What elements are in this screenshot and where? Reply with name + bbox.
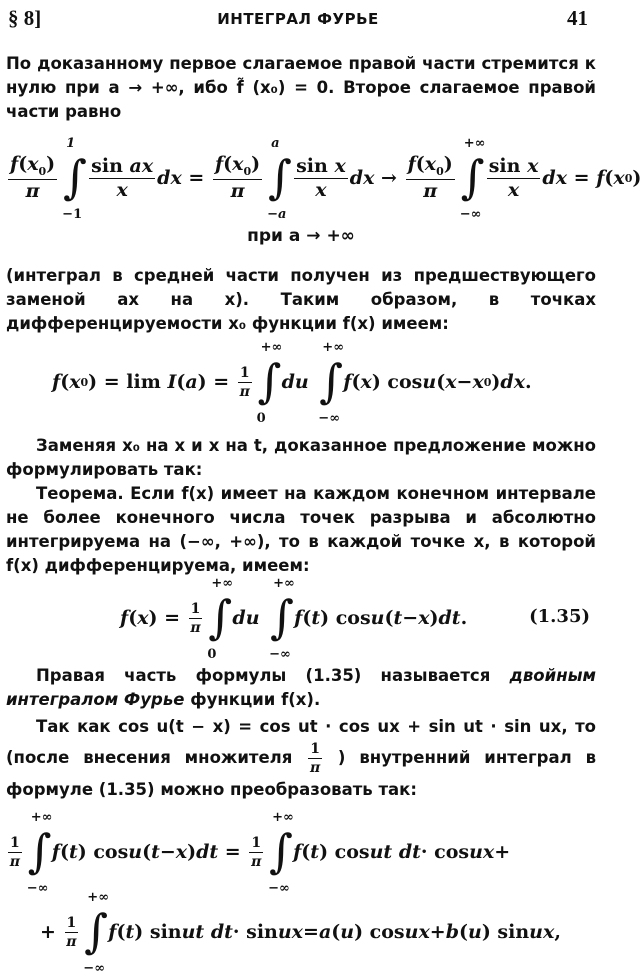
double-fourier-integral-term: двойным интегралом Фурье xyxy=(6,666,597,709)
theorem-paragraph xyxy=(6,482,596,578)
equation-number: (1.35) xyxy=(529,606,590,627)
paragraph-3: Заменяя x₀ на x и x на t, доказанное предложение можно формулировать так: xyxy=(6,436,596,479)
paragraph-6-text: Так как cos u(t − x) = cos ut · cos ux + sin ut · sin ux, то (после внесения множителя xyxy=(6,717,596,767)
equation-3: $\frac{1}{\pi}$ +∞ ∫ −∞ f ( t ) cos u ( t − x ) dt = $\frac{1}{\pi}$ +∞ ∫ −∞ f ( t ) cos ut dt · cos ux + xyxy=(9,810,511,896)
page-number: 41 xyxy=(567,6,588,30)
paragraph-6 xyxy=(6,712,596,805)
paragraph-1: По доказанному первое слагаемое правой части стремится к нулю при a → +∞, ибо f̃ (x₀) = 0. Второе слагаемое правой части равно xyxy=(6,54,596,121)
paragraph-5-tail: функции f(x). xyxy=(190,690,321,709)
paragraph-5-text: Правая часть формулы (1.35) называется xyxy=(36,666,491,685)
equation-4: + $\frac{1}{\pi}$ +∞ ∫ −∞ f ( t ) sin ut dt · sin ux = a ( u ) cos ux + b ( u ) sin ux , xyxy=(40,890,561,976)
equation-1-condition: при a → +∞ xyxy=(247,226,355,246)
equation-2: f ( x 0 ) = lim I ( a ) = $\frac{1}{\pi}$ +∞ ∫ 0 du +∞ ∫ −∞ f ( x ) cos u ( x − x 0 ) dx . xyxy=(52,340,532,426)
theorem-text: Если f(x) имеет на каждом конечном интервале не более конечного числа точек разрыва и абсолютно интегрируема на (−∞, +∞), то в каждой точке x, в которой f(x) дифференцируема, имеем: xyxy=(6,484,596,575)
running-title: ИНТЕГРАЛ ФУРЬЕ xyxy=(217,10,379,28)
section-mark: § 8] xyxy=(8,6,42,30)
paragraph-5 xyxy=(6,664,596,712)
equation-1: $\frac{f(x_0)}{\pi}$ 1 ∫ −1 $\frac{\text{sin ax}}{x}$ dx = $\frac{f(x_0)}{\pi}$ a ∫ −a $\frac{\text{sin x}}{x}$ dx → $\frac{f(x_0)}{\pi}$ +∞ ∫ −∞ $\frac{\text{sin x}}{x}$ dx = f ( x 0 ) xyxy=(10,136,641,222)
page-header xyxy=(8,6,588,34)
paragraph-6-tail: ) внутренний интеграл в формуле (1.35) можно преобразовать так: xyxy=(6,748,597,799)
equation-1-35: f ( x ) = $\frac{1}{\pi}$ +∞ ∫ 0 du +∞ ∫ −∞ f ( t ) cos u ( t − x ) dt . xyxy=(120,576,468,662)
factor-fraction: $\frac{1}{\pi}$ xyxy=(309,741,321,776)
paragraph-2: (интеграл в средней части получен из предшествующего заменой ax на x). Таким образом, в точках дифференцируемости x₀ функции f(x) имеем: xyxy=(6,266,596,333)
theorem-label: Теорема. xyxy=(36,484,124,503)
